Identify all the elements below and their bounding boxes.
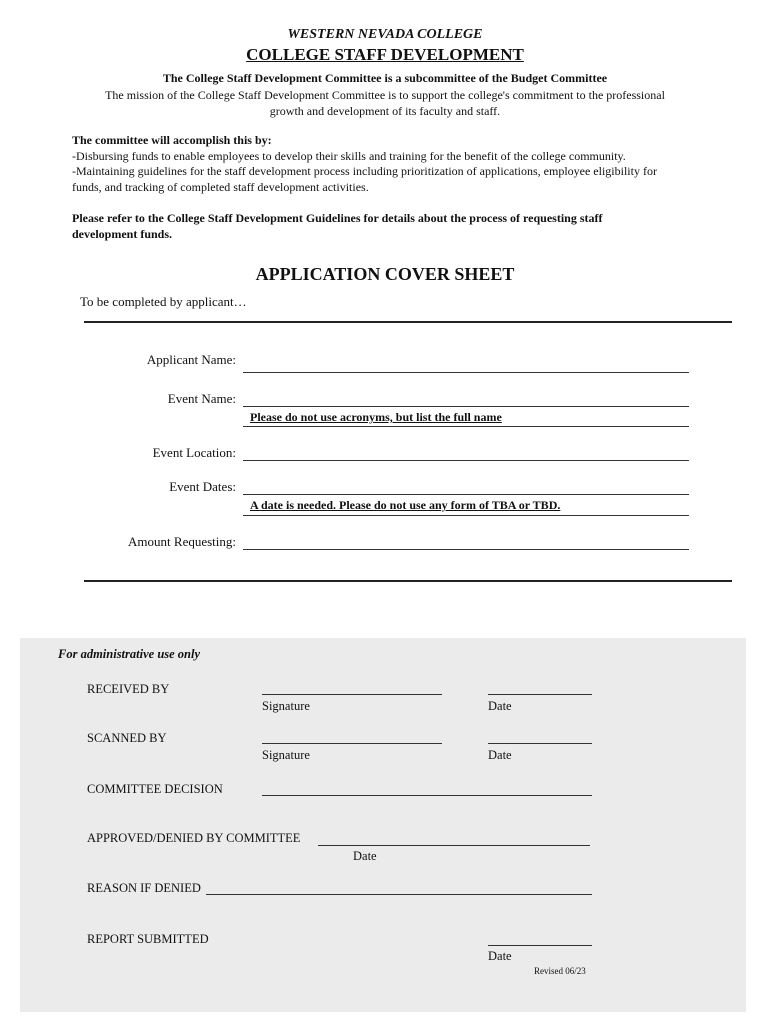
event-name-field[interactable]: [243, 406, 689, 407]
event-dates-label: Event Dates:: [169, 479, 236, 494]
approved-denied-line[interactable]: [318, 845, 590, 846]
committee-item-2-line-1: -Maintaining guidelines for the staff development process including prioritization of applications, employee eligibility for: [72, 164, 657, 178]
subtitle: The College Staff Development Committee is a subcommittee of the Budget Committee: [162, 71, 608, 85]
cover-sheet-title: APPLICATION COVER SHEET: [255, 264, 515, 284]
received-signature-caption: Signature: [262, 699, 310, 713]
event-dates-field[interactable]: [243, 494, 689, 495]
guidelines-line-1: Please refer to the College Staff Development Guidelines for details about the process of requesting staff: [72, 211, 603, 225]
scanned-date-line[interactable]: [488, 743, 592, 744]
committee-heading: The committee will accomplish this by:: [72, 133, 272, 147]
received-signature-line[interactable]: [262, 694, 442, 695]
event-location-label: Event Location:: [152, 445, 236, 460]
event-name-note-line: [243, 426, 689, 427]
mission-line-1: The mission of the College Staff Development Committee is to support the college's commitment to the professional: [105, 88, 665, 102]
received-date-line[interactable]: [488, 694, 592, 695]
amount-requesting-label: Amount Requesting:: [128, 534, 236, 549]
mission-line-2: growth and development of its faculty and staff.: [269, 104, 501, 118]
mission-statement: [70, 87, 700, 119]
reason-if-denied-line[interactable]: [206, 894, 592, 895]
scanned-date-caption: Date: [488, 748, 512, 762]
applicant-name-field[interactable]: [243, 372, 689, 373]
report-submitted-label: REPORT SUBMITTED: [87, 932, 209, 946]
event-name-note: Please do not use acronyms, but list the full name: [250, 410, 502, 424]
report-submitted-date-caption: Date: [488, 949, 512, 963]
guidelines-line-2: development funds.: [72, 226, 173, 241]
committee-decision-label: COMMITTEE DECISION: [87, 782, 223, 796]
committee-item-1: -Disbursing funds to enable employees to develop their skills and training for the benefit of the college community.: [72, 148, 626, 163]
event-name-label: Event Name:: [167, 391, 236, 406]
committee-item-2-line-2: funds, and tracking of completed staff development activities.: [72, 179, 369, 194]
bottom-divider: [84, 580, 732, 582]
applicant-name-label: Applicant Name:: [146, 352, 236, 367]
event-dates-note-line: [243, 515, 689, 516]
committee-section: [72, 133, 732, 195]
received-by-label: RECEIVED BY: [87, 682, 170, 696]
approved-denied-label: APPROVED/DENIED BY COMMITTEE: [87, 831, 301, 845]
report-submitted-date-line[interactable]: [488, 945, 592, 946]
scanned-signature-line[interactable]: [262, 743, 442, 744]
guidelines-note: [72, 211, 732, 242]
revision-note: Revised 06/23: [534, 966, 586, 976]
event-dates-note: A date is needed. Please do not use any form of TBA or TBD.: [250, 498, 561, 512]
event-location-field[interactable]: [243, 460, 689, 461]
amount-requesting-field[interactable]: [243, 549, 689, 550]
page-title: COLLEGE STAFF DEVELOPMENT: [246, 45, 524, 64]
top-divider: [84, 321, 732, 323]
admin-heading: For administrative use only: [58, 647, 201, 661]
approved-denied-date-caption: Date: [353, 849, 377, 863]
institution-name: WESTERN NEVADA COLLEGE: [287, 27, 483, 42]
reason-if-denied-label: REASON IF DENIED: [87, 881, 201, 895]
cover-sheet-instruction: To be completed by applicant…: [80, 294, 247, 309]
committee-decision-line[interactable]: [262, 795, 592, 796]
scanned-signature-caption: Signature: [262, 748, 310, 762]
scanned-by-label: SCANNED BY: [87, 731, 167, 745]
received-date-caption: Date: [488, 699, 512, 713]
